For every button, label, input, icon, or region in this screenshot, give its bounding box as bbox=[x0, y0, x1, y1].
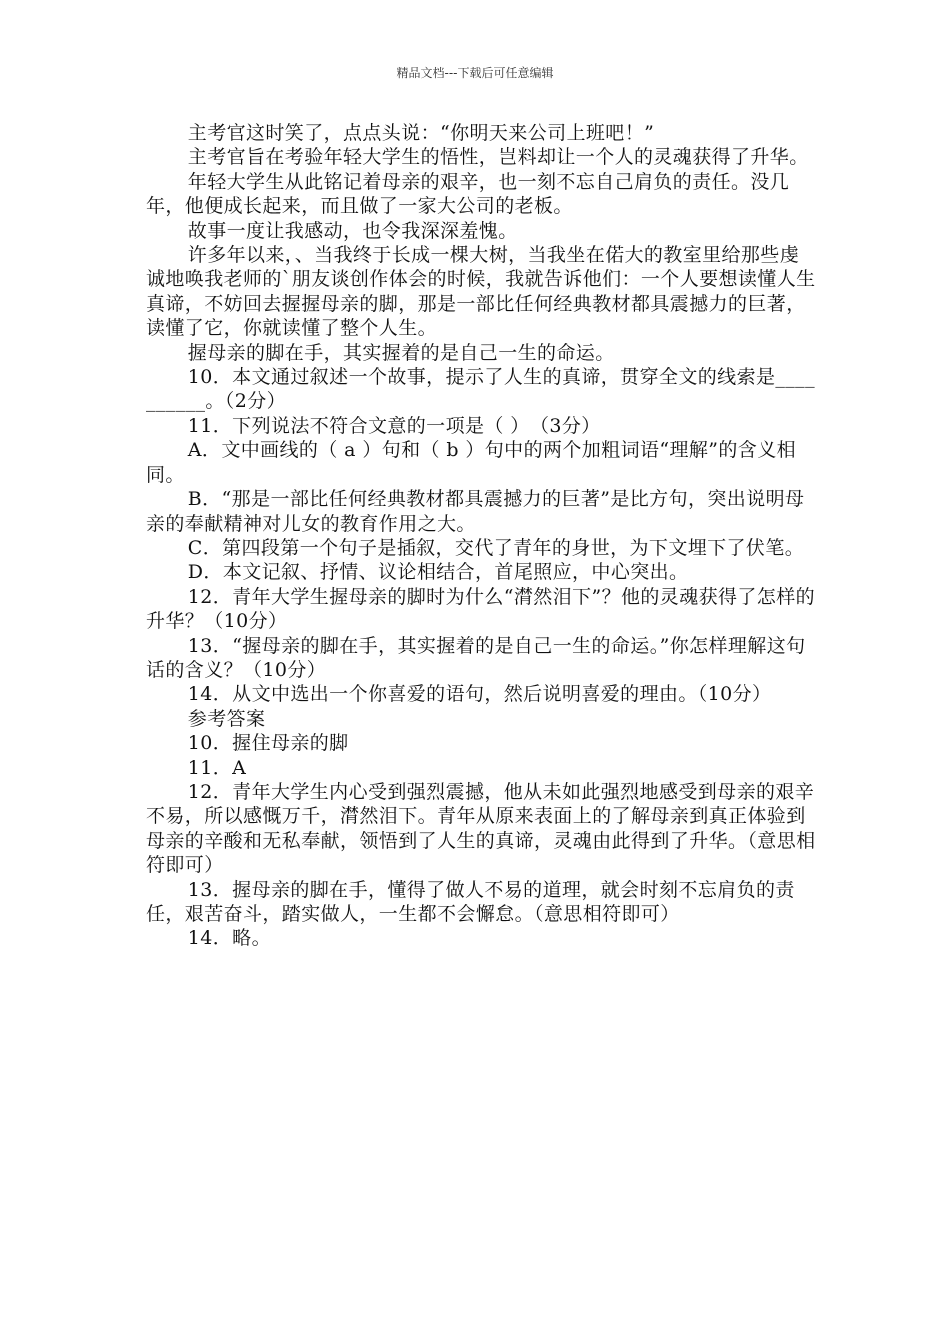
option-d: D．本文记叙、抒情、议论相结合，首尾照应，中心突出。 bbox=[187, 561, 689, 584]
answer-11: 11．A bbox=[187, 756, 247, 779]
answer-13: 13．握母亲的脚在手，懂得了做人不易的道理，就会时刻不忘肩负的责任，艰苦奋斗，踏实做人，一生都不会懈怠。（意思相符即可） bbox=[146, 878, 795, 925]
answer-14: 14．略。 bbox=[187, 927, 271, 950]
question-11: 11．下列说法不符合文意的一项是（ ） （3分） bbox=[187, 414, 601, 437]
option-b: B．“那是一部比任何经典教材都具震撼力的巨著”是比方句，突出说明母亲的奉献精神对儿女的教育作用之大。 bbox=[146, 488, 805, 535]
question-12: 12．青年大学生握母亲的脚时为什么“潸然泪下”？他的灵魂获得了怎样的升华？（10分） bbox=[146, 585, 816, 633]
paragraph: 年轻大学生从此铭记着母亲的艰辛，也一刻不忘自己肩负的责任。没几年，他便成长起来，而且做了一家大公司的老板。 bbox=[146, 170, 790, 218]
question-14: 14．从文中选出一个你喜爱的语句，然后说明喜爱的理由。（10分） bbox=[187, 683, 772, 706]
answer-12: 12．青年大学生内心受到强烈震撼，他从未如此强烈地感受到母亲的艰辛不易，所以感慨万千，潸然泪下。青年从原来表面上的了解母亲到真正体验到母亲的辛酸和无私奉献，领悟到了人生的真谛，灵魂由此得到了升华。（意思相符即可） bbox=[146, 780, 816, 877]
document-body bbox=[146, 121, 816, 951]
option-a: A．文中画线的（ a ）句和（ b ）句中的两个加粗词语“理解”的含义相同。 bbox=[146, 439, 796, 486]
paragraph: 主考官旨在考验年轻大学生的悟性，岂料却让一个人的灵魂获得了升华。 bbox=[187, 146, 809, 169]
paragraph: 许多年以来，、当我终于长成一棵大树，当我坐在偌大的教室里给那些虔诚地唤我老师的`朋友谈创作体会的时候，我就告诉他们：一个人要想读懂人生真谛，不妨回去握握母亲的脚，那是一部比任何经典教材都具震撼力的巨著，读懂了它，你就读懂了整个人生。 bbox=[146, 244, 816, 340]
question-13: 13．“握母亲的脚在手，其实握着的是自己一生的命运。”你怎样理解这句话的含义？（10分） bbox=[146, 634, 806, 681]
answer-10: 10．握住母亲的脚 bbox=[187, 732, 349, 755]
answers-heading: 参考答案 bbox=[187, 707, 266, 730]
paragraph: 握母亲的脚在手，其实握着的是自己一生的命运。 bbox=[187, 341, 615, 364]
paragraph: 故事一度让我感动，也令我深深羞愧。 bbox=[187, 219, 518, 242]
option-c: C．第四段第一个句子是插叙，交代了青年的身世，为下文埋下了伏笔。 bbox=[187, 536, 805, 559]
paragraph: 主考官这时笑了，点点头说：“你明天来公司上班吧！” bbox=[187, 122, 655, 144]
page-header: 精品文档---下载后可任意编辑 bbox=[396, 66, 554, 80]
question-10: 10．本文通过叙述一个故事，提示了人生的真谛，贯穿全文的线索是__________。（2分） bbox=[146, 366, 815, 413]
